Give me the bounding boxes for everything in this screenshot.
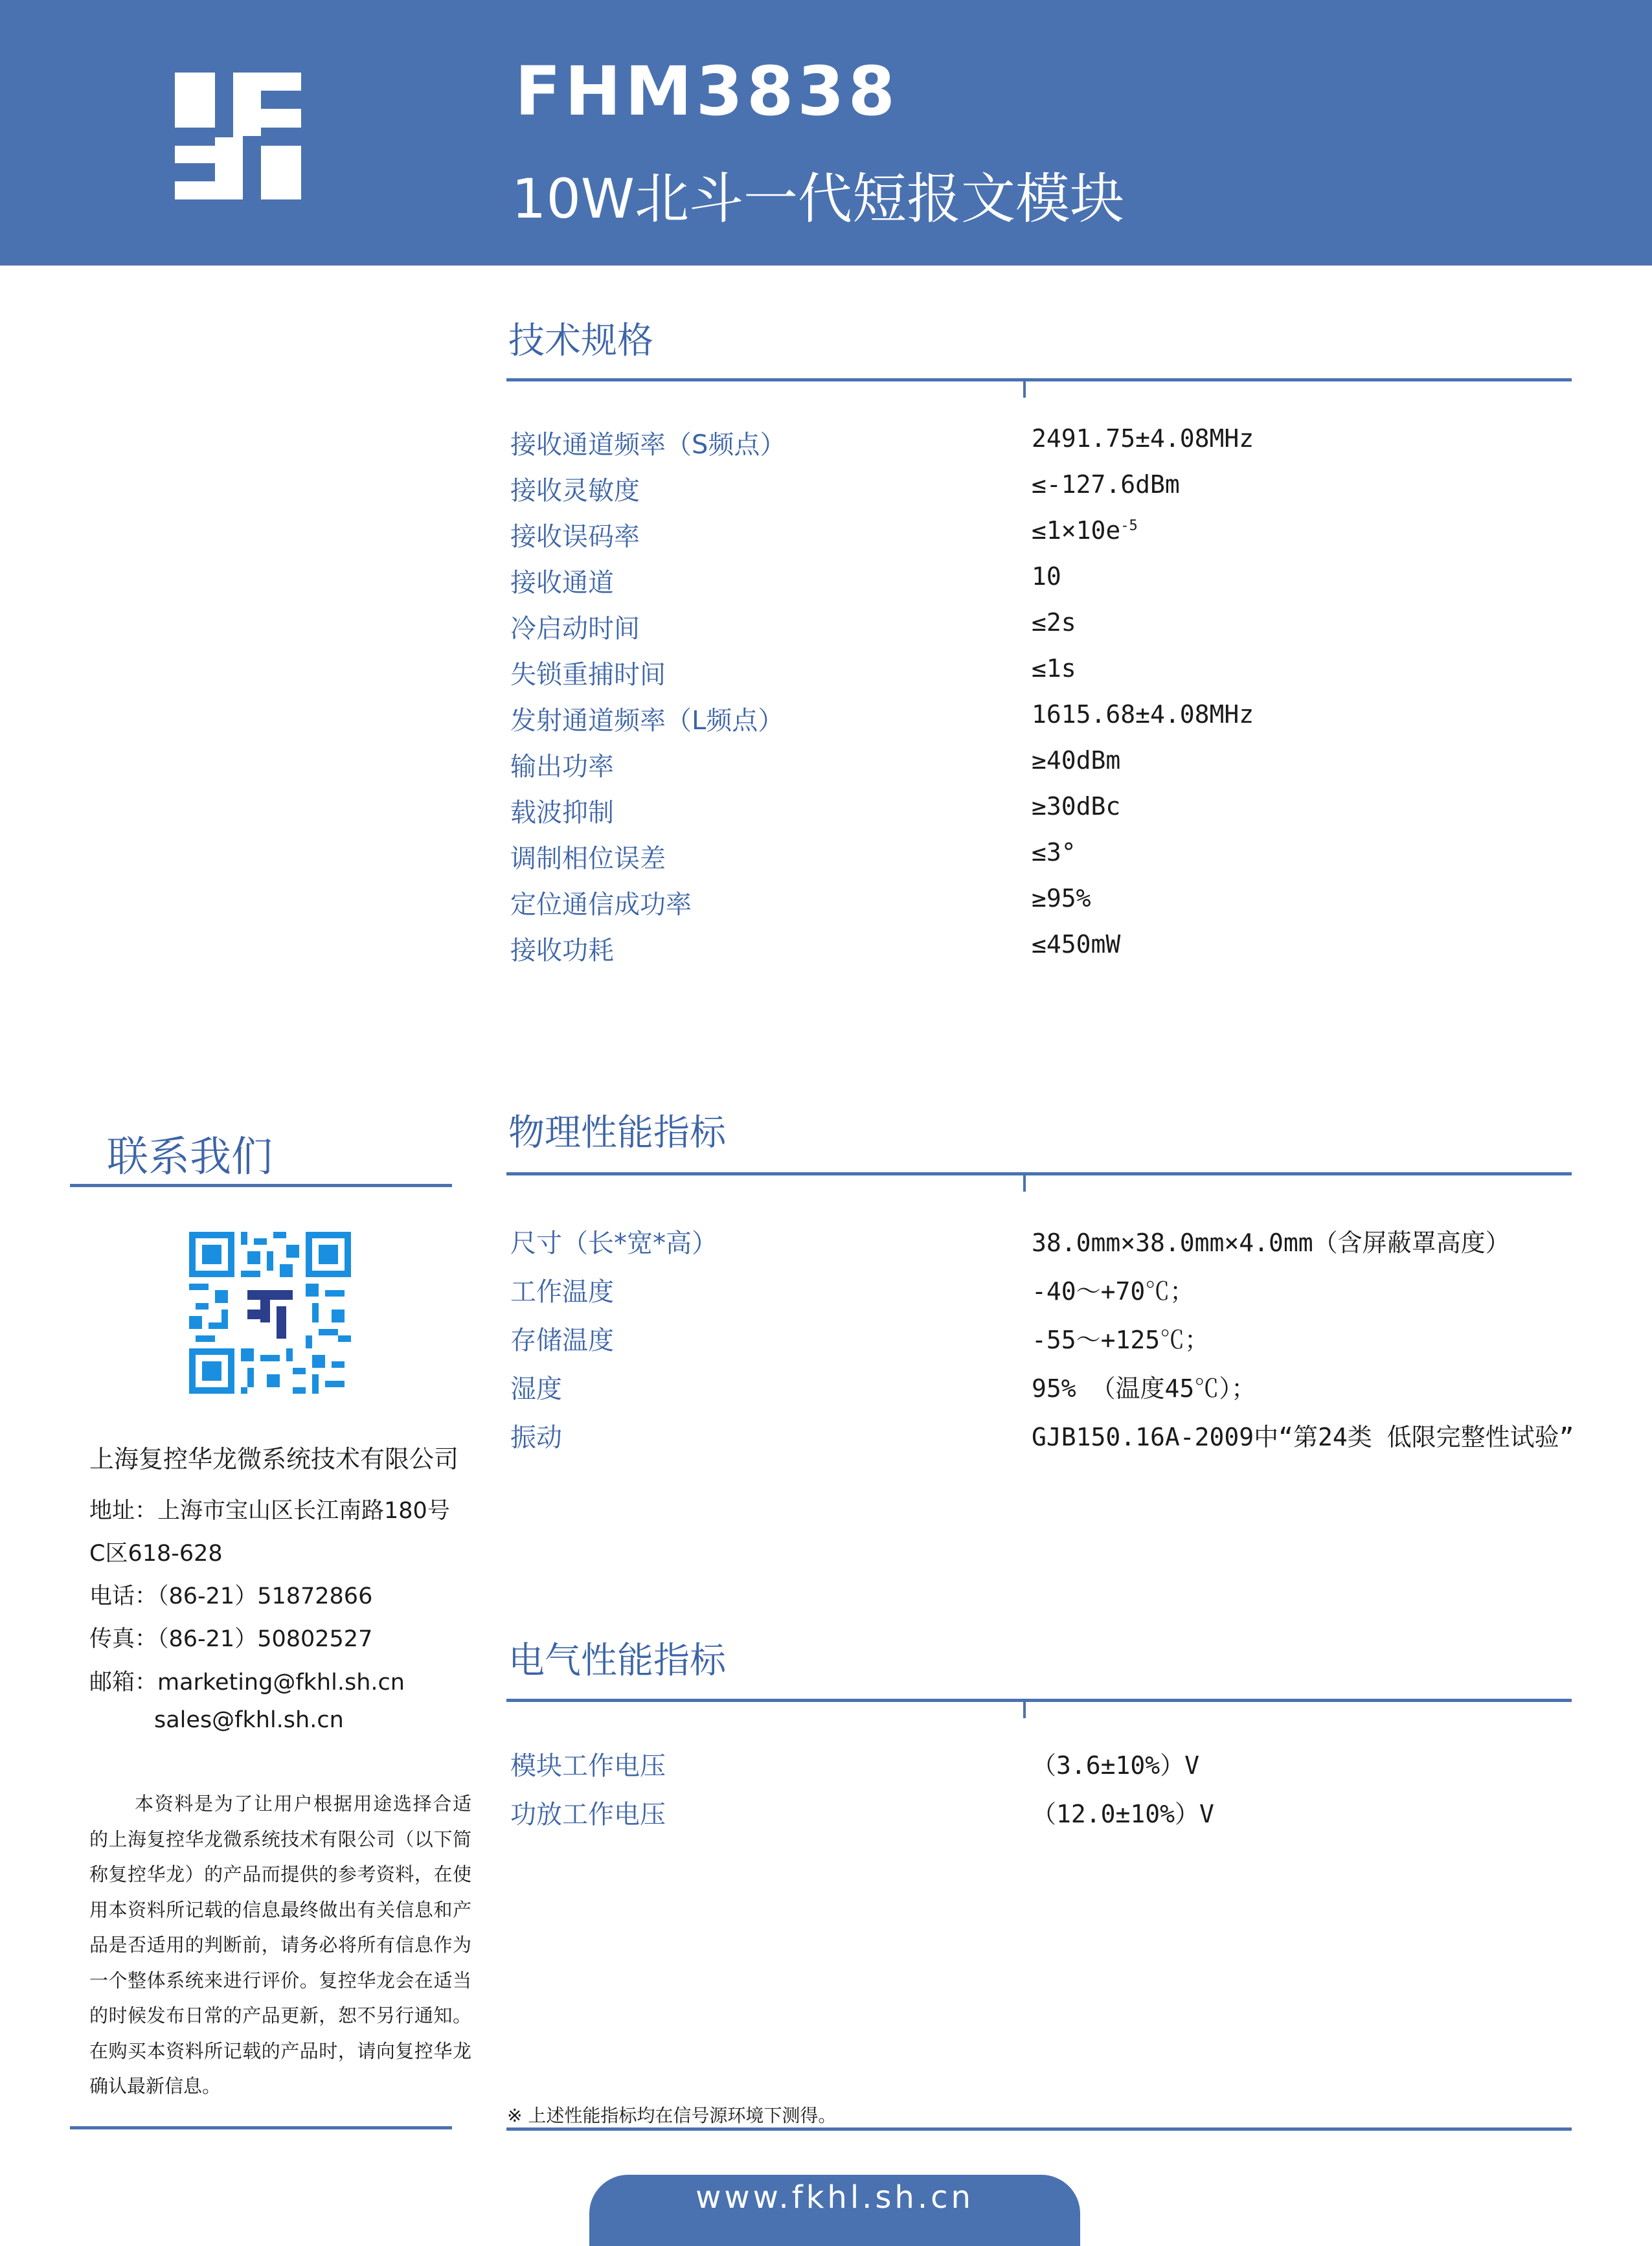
footer-divider xyxy=(506,2127,1572,2131)
contact-title: 联系我们 xyxy=(107,1133,273,1181)
spec-value xyxy=(1032,1271,1194,1307)
contact-bottom-divider xyxy=(70,2126,452,2129)
spec-label: 功放工作电压 xyxy=(510,1800,666,1830)
spec-value xyxy=(1032,1320,1209,1356)
disclaimer-text: 本资料是为了让用户根据用途选择合适的上海复控华龙微系统技术有限公司（以下简称复控华龙）的产品而提供的参考资料，在使用本资料所记载的信息最终做出有关信息和产品是否适用的判断前，请务必将所有信息作为一个整体系统来进行评价。复控华龙会在适当的时候发布日常的产品更新，恕不另行通知。在购买本资料所记载的产品时，请向复控华龙确认最新信息。 xyxy=(89,1793,471,2097)
spec-value xyxy=(1032,700,1254,729)
spec-label: 存储温度 xyxy=(510,1326,614,1356)
contact-address-line1: 地址：上海市宝山区长江南路180号 xyxy=(89,1498,450,1524)
product-model: FHM3838 xyxy=(515,52,900,131)
header-banner xyxy=(0,0,1652,266)
spec-value-text: 2491.75±4.08MHz xyxy=(1032,424,1254,453)
spec-value-text: 38.0mm×38.0mm×4.0mm（含屏蔽罩高度） xyxy=(1032,1229,1510,1257)
spec-value-text: 1615.68±4.08MHz xyxy=(1032,700,1254,729)
section-divider xyxy=(506,1699,1572,1702)
qr-code-icon[interactable] xyxy=(189,1232,351,1394)
spec-value xyxy=(1032,1417,1574,1453)
section-divider-tick xyxy=(1023,1172,1026,1192)
spec-label: 接收灵敏度 xyxy=(510,476,640,506)
spec-value-text: ≤1s xyxy=(1032,654,1076,683)
spec-value-text: ≤2s xyxy=(1032,608,1076,637)
spec-value xyxy=(1032,930,1120,959)
spec-value xyxy=(1032,1745,1199,1781)
spec-label: 模块工作电压 xyxy=(510,1751,666,1781)
section-divider xyxy=(506,1172,1572,1175)
company-logo-icon xyxy=(175,73,301,199)
spec-value-text: GJB150.16A-2009中“第24类 低限完整性试验” xyxy=(1032,1423,1574,1451)
spec-value-text: ≤-127.6dBm xyxy=(1032,470,1180,499)
spec-label: 载波抑制 xyxy=(510,798,614,828)
spec-value-text: 95% （温度45℃）； xyxy=(1032,1374,1256,1403)
section-title-physical: 物理性能指标 xyxy=(508,1112,726,1154)
spec-value xyxy=(1032,516,1138,545)
spec-value xyxy=(1032,654,1076,683)
spec-value xyxy=(1032,562,1061,591)
spec-value-text: ≤450mW xyxy=(1032,930,1121,959)
spec-label: 接收功耗 xyxy=(510,936,614,966)
contact-phone: 电话：（86-21）51872866 xyxy=(89,1583,373,1609)
contact-email-marketing[interactable]: 邮箱：marketing@fkhl.sh.cn xyxy=(89,1670,405,1696)
spec-value xyxy=(1032,1794,1214,1830)
spec-value xyxy=(1032,608,1076,637)
spec-label: 发射通道频率（L频点） xyxy=(510,706,784,736)
website-link[interactable]: www.fkhl.sh.cn xyxy=(696,2179,974,2216)
contact-divider xyxy=(70,1184,452,1187)
spec-value-text: ≥95% xyxy=(1032,884,1091,913)
spec-label: 冷启动时间 xyxy=(510,614,640,644)
company-name: 上海复控华龙微系统技术有限公司 xyxy=(89,1445,459,1473)
footnote: ※ 上述性能指标均在信号源环境下测得。 xyxy=(507,2105,837,2126)
section-title-tech: 技术规格 xyxy=(508,320,653,362)
contact-email-sales[interactable]: sales@fkhl.sh.cn xyxy=(154,1707,344,1733)
spec-label: 失锁重捕时间 xyxy=(510,660,666,690)
spec-value-text: -40～+70℃； xyxy=(1032,1277,1195,1306)
product-subtitle: 10W北斗一代短报文模块 xyxy=(512,167,1124,231)
spec-label: 尺寸（长*宽*高） xyxy=(510,1229,718,1258)
spec-value xyxy=(1032,838,1076,867)
spec-label: 振动 xyxy=(510,1423,562,1453)
spec-value xyxy=(1032,792,1120,821)
spec-value-text: 10 xyxy=(1032,562,1061,591)
spec-value-text: （3.6±10%）V xyxy=(1032,1751,1200,1780)
spec-value-text: ≥30dBc xyxy=(1032,792,1121,821)
spec-label: 定位通信成功率 xyxy=(510,890,692,920)
section-divider xyxy=(506,378,1572,381)
spec-label: 接收误码率 xyxy=(510,522,640,552)
spec-label: 接收通道 xyxy=(510,568,614,598)
section-divider-tick xyxy=(1023,378,1026,398)
contact-fax: 传真：（86-21）50802527 xyxy=(89,1626,373,1652)
spec-value-text: ≤1×10e xyxy=(1032,516,1121,545)
contact-address-line2: C区618-628 xyxy=(89,1541,223,1567)
spec-value-text: ≥40dBm xyxy=(1032,746,1121,775)
spec-value xyxy=(1032,1223,1510,1258)
section-divider-tick xyxy=(1023,1699,1026,1718)
spec-value xyxy=(1032,424,1254,453)
spec-label: 湿度 xyxy=(510,1374,562,1404)
spec-label: 输出功率 xyxy=(510,752,614,782)
spec-label: 工作温度 xyxy=(510,1277,614,1307)
spec-value xyxy=(1032,470,1180,499)
spec-value-text: -55～+125℃； xyxy=(1032,1326,1210,1354)
spec-label: 接收通道频率（S频点） xyxy=(510,430,786,460)
spec-value xyxy=(1032,884,1091,913)
spec-value-exponent: -5 xyxy=(1120,517,1138,534)
spec-value-text: ≤3° xyxy=(1032,838,1076,867)
spec-value xyxy=(1032,1368,1256,1404)
section-title-electrical: 电气性能指标 xyxy=(508,1640,726,1682)
spec-value-text: （12.0±10%）V xyxy=(1032,1800,1214,1828)
spec-value xyxy=(1032,746,1120,775)
spec-label: 调制相位误差 xyxy=(510,844,666,874)
